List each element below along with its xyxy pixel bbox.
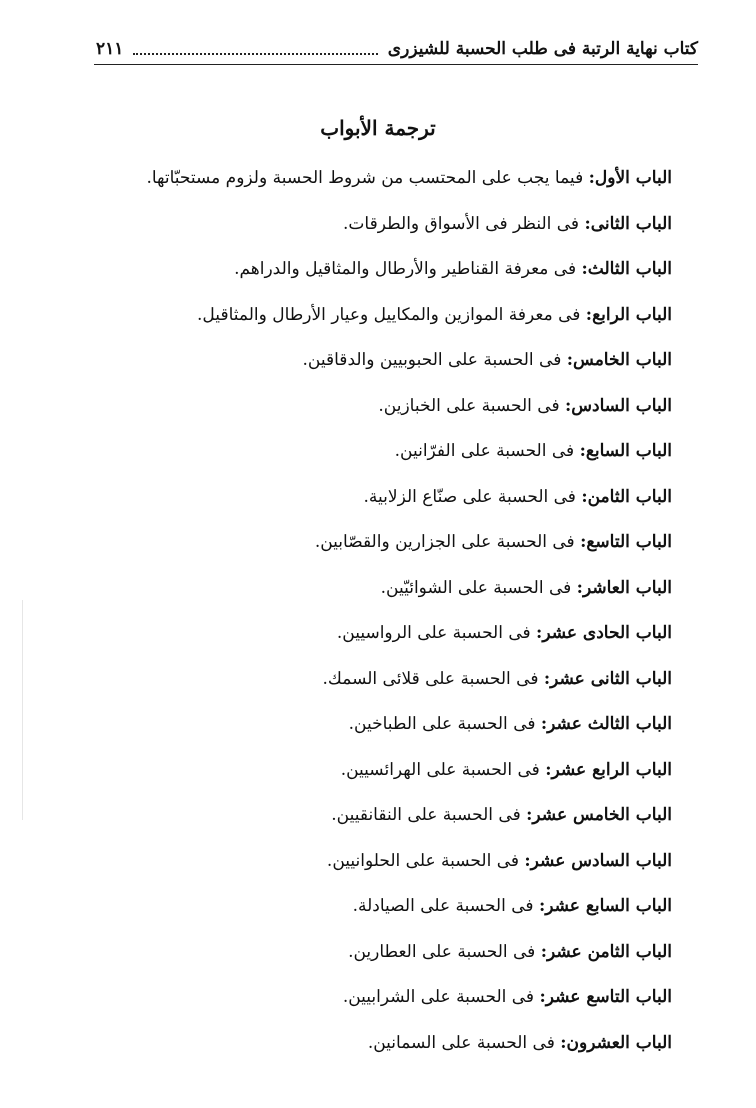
chapter-title: فى النظر فى الأسواق والطرقات.: [342, 213, 585, 234]
chapter-entry: [60, 388, 672, 434]
chapter-label: الباب الخامس:: [566, 350, 672, 370]
chapter-title: فى الحسبة على الهرائسيين.: [340, 759, 546, 780]
chapter-label: الباب التاسع:: [580, 532, 672, 552]
chapter-entry: [60, 661, 672, 707]
chapter-title: فى معرفة القناطير والأرطال والمثاقيل والدراهم.: [234, 259, 582, 279]
chapter-label: الباب التاسع عشر:: [539, 987, 672, 1007]
chapter-entry: [60, 934, 672, 980]
chapter-label: الباب العشرون:: [560, 1032, 672, 1053]
chapter-label: الباب الثانى:: [584, 213, 672, 234]
chapter-title: فى الحسبة على الشوائيّين.: [380, 577, 577, 598]
chapter-label: الباب العاشر:: [576, 577, 672, 598]
chapter-label: الباب الخامس عشر:: [526, 805, 672, 825]
chapter-entry: [60, 342, 672, 388]
chapter-title: فى الحسبة على الرواسيين.: [336, 623, 537, 643]
chapter-title: فى الحسبة على الجزارين والقصّابين.: [314, 532, 581, 552]
chapter-entry: [60, 615, 672, 661]
section-heading: ترجمة الأبواب: [320, 116, 436, 140]
chapter-entry: [60, 524, 672, 570]
header-dot-leader: [133, 52, 377, 55]
chapter-label: الباب الثالث:: [581, 259, 672, 279]
chapter-title: فى الحسبة على الشرابيين.: [342, 987, 540, 1007]
page-number: ٢١١: [96, 39, 124, 59]
chapter-entry: [60, 160, 672, 206]
chapter-title: فى الحسبة على الطباخين.: [348, 714, 541, 734]
chapter-entry: [60, 297, 672, 343]
chapter-entry: [60, 888, 672, 934]
chapter-label: الباب الثامن:: [581, 486, 672, 507]
chapter-entry: [60, 979, 672, 1025]
scan-margin-line: [22, 600, 23, 820]
chapter-label: الباب السادس عشر:: [524, 850, 672, 871]
chapter-label: الباب الأول:: [588, 168, 672, 188]
chapter-label: الباب الرابع عشر:: [545, 759, 672, 780]
chapter-label: الباب الثانى عشر:: [543, 668, 672, 689]
chapter-entry: [60, 797, 672, 843]
chapter-label: الباب السابع عشر:: [538, 896, 672, 916]
chapter-title: فى الحسبة على صنّاع الزلابية.: [363, 486, 582, 507]
chapter-label: الباب الثامن عشر:: [540, 941, 672, 962]
chapter-entry: [60, 1025, 672, 1071]
chapter-list: [60, 160, 672, 1070]
chapter-title: فى معرفة الموازين والمكاييل وعيار الأرطال والمثاقيل.: [197, 304, 586, 325]
chapter-title: فى الحسبة على الحلوانيين.: [326, 850, 525, 871]
chapter-entry: [60, 706, 672, 752]
running-header-title: كتاب نهاية الرتبة فى طلب الحسبة للشيزرى: [387, 39, 698, 59]
chapter-entry: [60, 479, 672, 525]
chapter-title: فيما يجب على المحتسب من شروط الحسبة ولزوم مستحبّاتها.: [146, 168, 589, 188]
chapter-label: الباب السابع:: [579, 441, 672, 461]
chapter-label: الباب الثالث عشر:: [540, 714, 672, 734]
chapter-title: فى الحسبة على الحبوبيين والدقاقين.: [302, 350, 567, 370]
chapter-entry: [60, 433, 672, 479]
chapter-entry: [60, 206, 672, 252]
chapter-entry: [60, 570, 672, 616]
chapter-entry: [60, 251, 672, 297]
chapter-label: الباب الرابع:: [585, 304, 672, 325]
chapter-title: فى الحسبة على الصيادلة.: [352, 896, 539, 916]
chapter-label: الباب الحادى عشر:: [536, 623, 672, 643]
header-rule: [94, 64, 698, 65]
chapter-label: الباب السادس:: [565, 395, 672, 416]
chapter-entry: [60, 843, 672, 889]
chapter-title: فى الحسبة على الفرّانين.: [394, 441, 580, 461]
chapter-title: فى الحسبة على السمانين.: [367, 1032, 561, 1053]
chapter-title: فى الحسبة على قلائى السمك.: [322, 668, 544, 689]
chapter-entry: [60, 752, 672, 798]
running-header: [96, 34, 698, 64]
chapter-title: فى الحسبة على النقانقيين.: [331, 805, 527, 825]
chapter-title: فى الحسبة على الخبازين.: [378, 395, 566, 416]
chapter-title: فى الحسبة على العطارين.: [348, 941, 541, 962]
